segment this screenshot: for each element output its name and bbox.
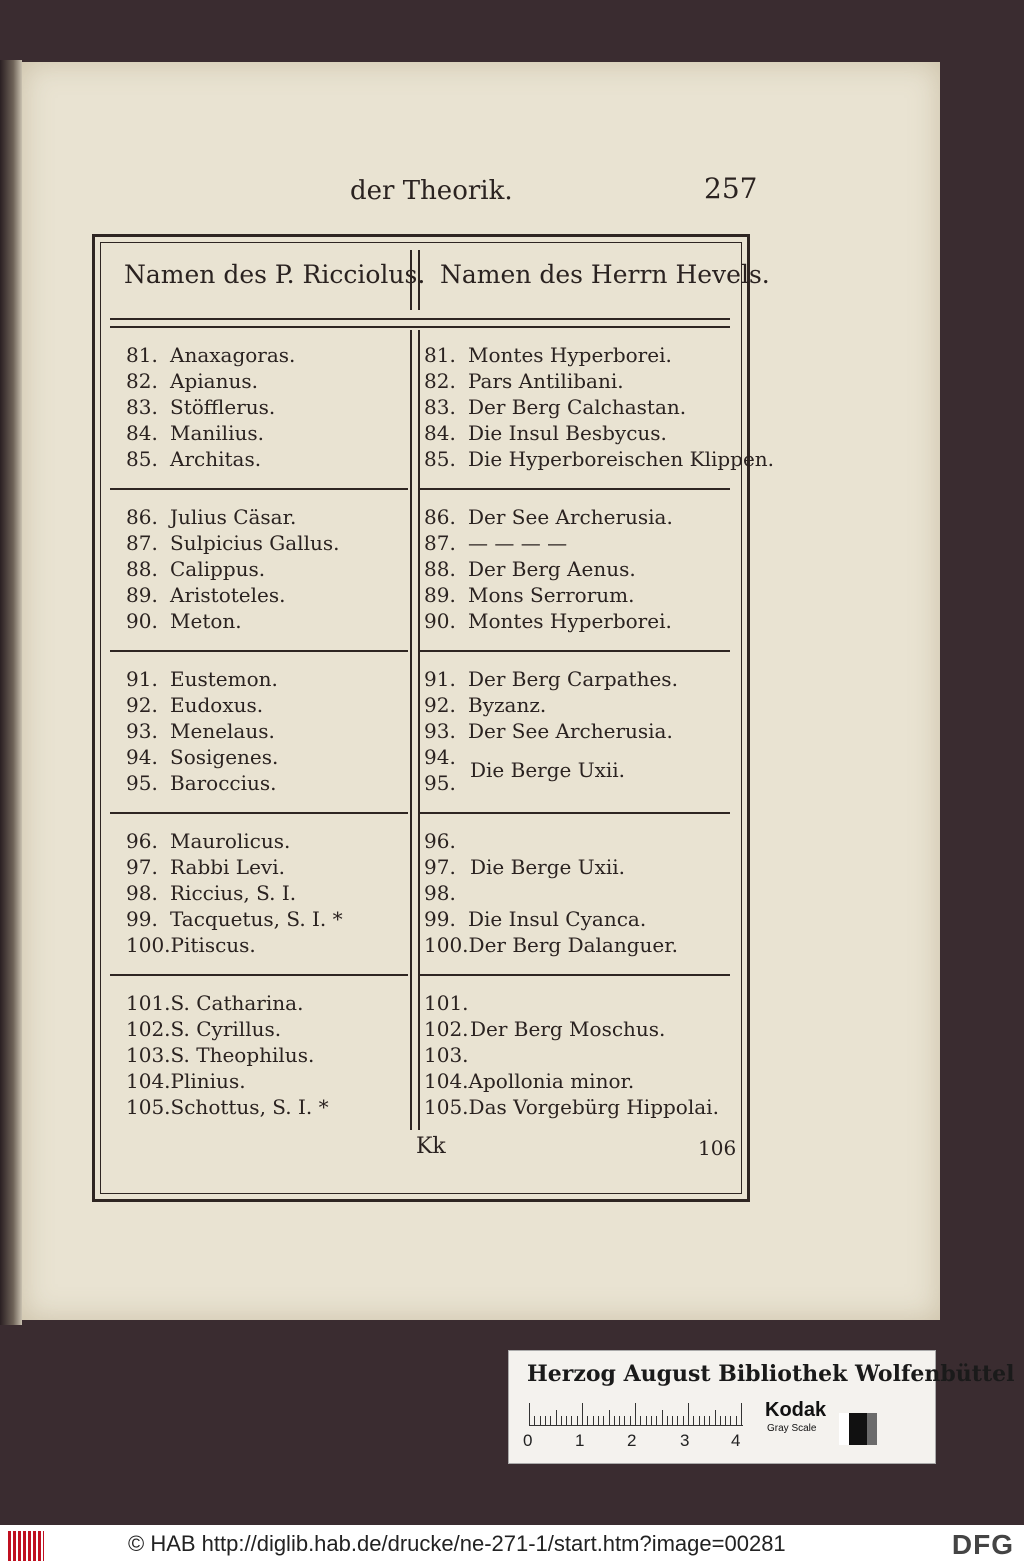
left-table-row xyxy=(126,990,303,1016)
row-number: 85. xyxy=(126,447,158,471)
ruler-tick xyxy=(646,1416,647,1425)
ruler-tick xyxy=(688,1403,689,1425)
right-table-row xyxy=(424,582,634,608)
row-number: 90. xyxy=(424,609,456,633)
row-number: 102. xyxy=(424,1017,469,1041)
left-table-row xyxy=(126,744,278,770)
ruler-tick xyxy=(656,1416,657,1425)
ruler-tick xyxy=(582,1403,583,1425)
right-table-row xyxy=(424,692,546,718)
row-number: 98. xyxy=(126,881,158,905)
ruler-tick xyxy=(715,1410,716,1425)
row-name: Byzanz. xyxy=(468,693,547,717)
ruler-scale xyxy=(529,1403,743,1426)
right-table-row xyxy=(424,394,686,420)
left-table-row xyxy=(126,342,295,368)
left-table-row xyxy=(126,770,277,796)
row-name: — — — — xyxy=(468,531,568,555)
row-name: Tacquetus, S. I. * xyxy=(170,907,343,931)
row-number: 95. xyxy=(126,771,158,795)
ruler-tick xyxy=(598,1416,599,1425)
row-number: 94. xyxy=(126,745,158,769)
ruler-tick xyxy=(545,1416,546,1425)
ruler-tick xyxy=(635,1403,636,1425)
row-number: 92. xyxy=(424,693,456,717)
ruler-tick xyxy=(736,1416,737,1425)
group-rule xyxy=(420,974,730,976)
left-table-row xyxy=(126,880,296,906)
right-table-row xyxy=(424,854,468,880)
row-name: Sosigenes. xyxy=(170,745,279,769)
left-table-row xyxy=(126,608,242,634)
dfg-logo: DFG xyxy=(951,1529,1014,1560)
ruler-tick xyxy=(529,1403,530,1425)
row-number: 83. xyxy=(424,395,456,419)
ruler-tick xyxy=(556,1410,557,1425)
left-table-row xyxy=(126,1042,314,1068)
column-divider xyxy=(410,330,420,1130)
column-header-right: Namen des Herrn Hevels. xyxy=(440,260,770,289)
group-rule xyxy=(110,812,408,814)
row-name: Architas. xyxy=(170,447,262,471)
right-table-row xyxy=(424,556,636,582)
ruler-tick xyxy=(550,1416,551,1425)
left-table-row xyxy=(126,718,275,744)
row-number: 91. xyxy=(424,667,456,691)
scale-number: 2 xyxy=(627,1431,637,1450)
ruler-tick xyxy=(603,1416,604,1425)
left-table-row xyxy=(126,582,285,608)
row-name: Die Insul Besbycus. xyxy=(468,421,667,445)
row-name: Baroccius. xyxy=(170,771,277,795)
row-number: 94. xyxy=(424,745,456,769)
row-number: 93. xyxy=(424,719,456,743)
brace-label: Die Berge Uxii. xyxy=(470,855,625,879)
row-name: Anaxagoras. xyxy=(170,343,296,367)
ruler-tick xyxy=(741,1403,742,1425)
gray-scale-caption: Gray Scale xyxy=(767,1423,817,1434)
group-rule xyxy=(420,812,730,814)
left-table-row xyxy=(126,368,258,394)
ruler-tick xyxy=(720,1416,721,1425)
row-name: Maurolicus. xyxy=(170,829,291,853)
ruler-tick xyxy=(609,1410,610,1425)
row-number: 103. xyxy=(126,1043,171,1067)
row-name: Eustemon. xyxy=(170,667,278,691)
right-table-row xyxy=(424,504,673,530)
ruler-tick xyxy=(540,1416,541,1425)
right-table-row xyxy=(424,718,673,744)
row-name: Das Vorgebürg Hippolai. xyxy=(468,1095,719,1119)
row-number: 85. xyxy=(424,447,456,471)
row-number: 105. xyxy=(126,1095,171,1119)
ruler-tick xyxy=(630,1416,631,1425)
left-table-row xyxy=(126,394,275,420)
left-table-row xyxy=(126,530,339,556)
right-table-row xyxy=(424,1094,719,1120)
row-number: 90. xyxy=(126,609,158,633)
row-number: 82. xyxy=(126,369,158,393)
group-rule xyxy=(110,974,408,976)
left-table-row xyxy=(126,556,265,582)
ruler-tick xyxy=(624,1416,625,1425)
row-number: 91. xyxy=(126,667,158,691)
right-table-row xyxy=(424,368,624,394)
row-name: Mons Serrorum. xyxy=(468,583,635,607)
left-table-row xyxy=(126,1068,246,1094)
right-table-row xyxy=(424,828,468,854)
row-number: 99. xyxy=(424,907,456,931)
row-name: Der See Archerusia. xyxy=(468,505,673,529)
right-table-row xyxy=(424,530,567,556)
row-number: 89. xyxy=(424,583,456,607)
group-rule xyxy=(110,488,408,490)
ruler-tick xyxy=(566,1416,567,1425)
row-name: Rabbi Levi. xyxy=(170,855,285,879)
ruler-tick xyxy=(561,1416,562,1425)
ruler-tick xyxy=(651,1416,652,1425)
row-number: 101. xyxy=(424,991,469,1015)
ruler-tick xyxy=(587,1416,588,1425)
ruler-tick xyxy=(699,1416,700,1425)
row-name: Pitiscus. xyxy=(170,933,256,957)
ruler-tick xyxy=(577,1416,578,1425)
footer-bar xyxy=(0,1525,1024,1567)
row-name: Manilius. xyxy=(170,421,264,445)
ruler-tick xyxy=(704,1416,705,1425)
row-name: Der Berg Calchastan. xyxy=(468,395,687,419)
left-table-row xyxy=(126,1016,281,1042)
right-table-row xyxy=(424,666,678,692)
ruler-tick xyxy=(662,1410,663,1425)
ruler-tick xyxy=(593,1416,594,1425)
ruler-tick xyxy=(614,1416,615,1425)
row-name: S. Catharina. xyxy=(170,991,304,1015)
row-number: 104. xyxy=(424,1069,469,1093)
gray-patch-black xyxy=(849,1413,867,1445)
signature-mark: 106 xyxy=(698,1136,737,1160)
left-table-row xyxy=(126,504,296,530)
ruler-tick xyxy=(730,1416,731,1425)
row-name: Apollonia minor. xyxy=(468,1069,635,1093)
gray-patch-white xyxy=(839,1413,849,1445)
left-table-row xyxy=(126,854,285,880)
row-number: 101. xyxy=(126,991,171,1015)
ruler-tick xyxy=(667,1416,668,1425)
scale-number: 1 xyxy=(575,1431,585,1450)
left-table-row xyxy=(126,420,264,446)
row-name: Pars Antilibani. xyxy=(468,369,624,393)
row-name: Riccius, S. I. xyxy=(170,881,297,905)
row-number: 84. xyxy=(424,421,456,445)
header-divider xyxy=(410,250,420,310)
library-name: Herzog August Bibliothek Wolfenbüttel xyxy=(527,1361,1015,1387)
row-number: 87. xyxy=(424,531,456,555)
right-table-row xyxy=(424,744,468,770)
right-table-row xyxy=(424,932,678,958)
left-table-row xyxy=(126,906,343,932)
ruler-tick xyxy=(640,1416,641,1425)
row-number: 81. xyxy=(126,343,158,367)
left-table-row xyxy=(126,692,263,718)
row-name: Montes Hyperborei. xyxy=(468,343,672,367)
header-rule xyxy=(110,318,730,328)
row-number: 96. xyxy=(424,829,456,853)
column-header-left: Namen des P. Ricciolus. xyxy=(124,260,426,289)
right-table-row xyxy=(424,608,672,634)
row-name: Die Hyperboreischen Klippen. xyxy=(468,447,775,471)
row-number: 103. xyxy=(424,1043,469,1067)
row-name: Montes Hyperborei. xyxy=(468,609,672,633)
brace-label: Die Berge Uxii. xyxy=(470,758,625,782)
ruler-tick xyxy=(693,1416,694,1425)
book-spine xyxy=(0,60,22,1325)
ruler-tick xyxy=(725,1416,726,1425)
row-number: 86. xyxy=(126,505,158,529)
row-number: 83. xyxy=(126,395,158,419)
scale-number: 4 xyxy=(731,1431,741,1450)
row-number: 84. xyxy=(126,421,158,445)
scale-number: 3 xyxy=(680,1431,690,1450)
row-number: 86. xyxy=(424,505,456,529)
row-name: Meton. xyxy=(170,609,242,633)
row-name: Menelaus. xyxy=(170,719,275,743)
row-name: Der Berg Dalanguer. xyxy=(468,933,678,957)
row-number: 82. xyxy=(424,369,456,393)
ruler-tick xyxy=(571,1416,572,1425)
ruler-tick xyxy=(683,1416,684,1425)
right-table-row xyxy=(424,1068,634,1094)
row-name: Julius Cäsar. xyxy=(170,505,297,529)
ruler-tick xyxy=(677,1416,678,1425)
kodak-logo: Kodak xyxy=(765,1399,827,1421)
brace-label: Der Berg Moschus. xyxy=(470,1017,666,1041)
row-number: 95. xyxy=(424,771,456,795)
row-name: Der Berg Aenus. xyxy=(468,557,636,581)
catchword: Kk xyxy=(416,1134,446,1159)
ruler-tick xyxy=(619,1416,620,1425)
page-number: 257 xyxy=(704,172,758,205)
right-table-row xyxy=(424,990,469,1016)
row-number: 102. xyxy=(126,1017,171,1041)
running-head: der Theorik. xyxy=(350,176,513,206)
row-name: S. Theophilus. xyxy=(170,1043,315,1067)
row-name: Plinius. xyxy=(170,1069,246,1093)
right-table-row xyxy=(424,880,468,906)
right-table-row xyxy=(424,770,468,796)
row-name: Eudoxus. xyxy=(170,693,264,717)
row-name: Schottus, S. I. * xyxy=(170,1095,329,1119)
row-name: Der See Archerusia. xyxy=(468,719,673,743)
row-number: 97. xyxy=(424,855,456,879)
ruler-tick xyxy=(709,1416,710,1425)
right-table-row xyxy=(424,342,672,368)
row-name: S. Cyrillus. xyxy=(170,1017,282,1041)
row-number: 105. xyxy=(424,1095,469,1119)
row-number: 93. xyxy=(126,719,158,743)
row-name: Apianus. xyxy=(170,369,258,393)
row-name: Stöfflerus. xyxy=(170,395,276,419)
row-number: 87. xyxy=(126,531,158,555)
row-number: 99. xyxy=(126,907,158,931)
row-name: Aristoteles. xyxy=(170,583,286,607)
group-rule xyxy=(110,650,408,652)
right-table-row xyxy=(424,1016,469,1042)
right-table-row xyxy=(424,1042,469,1068)
row-number: 88. xyxy=(424,557,456,581)
right-table-row xyxy=(424,906,646,932)
right-table-row xyxy=(424,446,774,472)
row-number: 92. xyxy=(126,693,158,717)
row-name: Sulpicius Gallus. xyxy=(170,531,340,555)
row-number: 88. xyxy=(126,557,158,581)
row-number: 97. xyxy=(126,855,158,879)
left-table-row xyxy=(126,932,256,958)
ruler-tick xyxy=(534,1416,535,1425)
left-table-row xyxy=(126,828,290,854)
right-table-row xyxy=(424,420,667,446)
gray-patch-mid xyxy=(867,1413,877,1445)
row-name: Calippus. xyxy=(170,557,266,581)
group-rule xyxy=(420,488,730,490)
row-name: Die Insul Cyanca. xyxy=(468,907,647,931)
row-number: 100. xyxy=(424,933,469,957)
left-table-row xyxy=(126,446,261,472)
left-table-row xyxy=(126,1094,329,1120)
row-number: 81. xyxy=(424,343,456,367)
barcode-icon xyxy=(8,1531,44,1561)
row-number: 100. xyxy=(126,933,171,957)
row-number: 104. xyxy=(126,1069,171,1093)
row-number: 98. xyxy=(424,881,456,905)
scale-number: 0 xyxy=(523,1431,533,1450)
footer-credit[interactable]: © HAB http://diglib.hab.de/drucke/ne-271-1/start.htm?image=00281 xyxy=(128,1531,786,1556)
row-number: 89. xyxy=(126,583,158,607)
color-reference-bar xyxy=(508,1350,1015,1464)
row-name: Der Berg Carpathes. xyxy=(468,667,678,691)
row-number: 96. xyxy=(126,829,158,853)
left-table-row xyxy=(126,666,278,692)
group-rule xyxy=(420,650,730,652)
ruler-tick xyxy=(672,1416,673,1425)
